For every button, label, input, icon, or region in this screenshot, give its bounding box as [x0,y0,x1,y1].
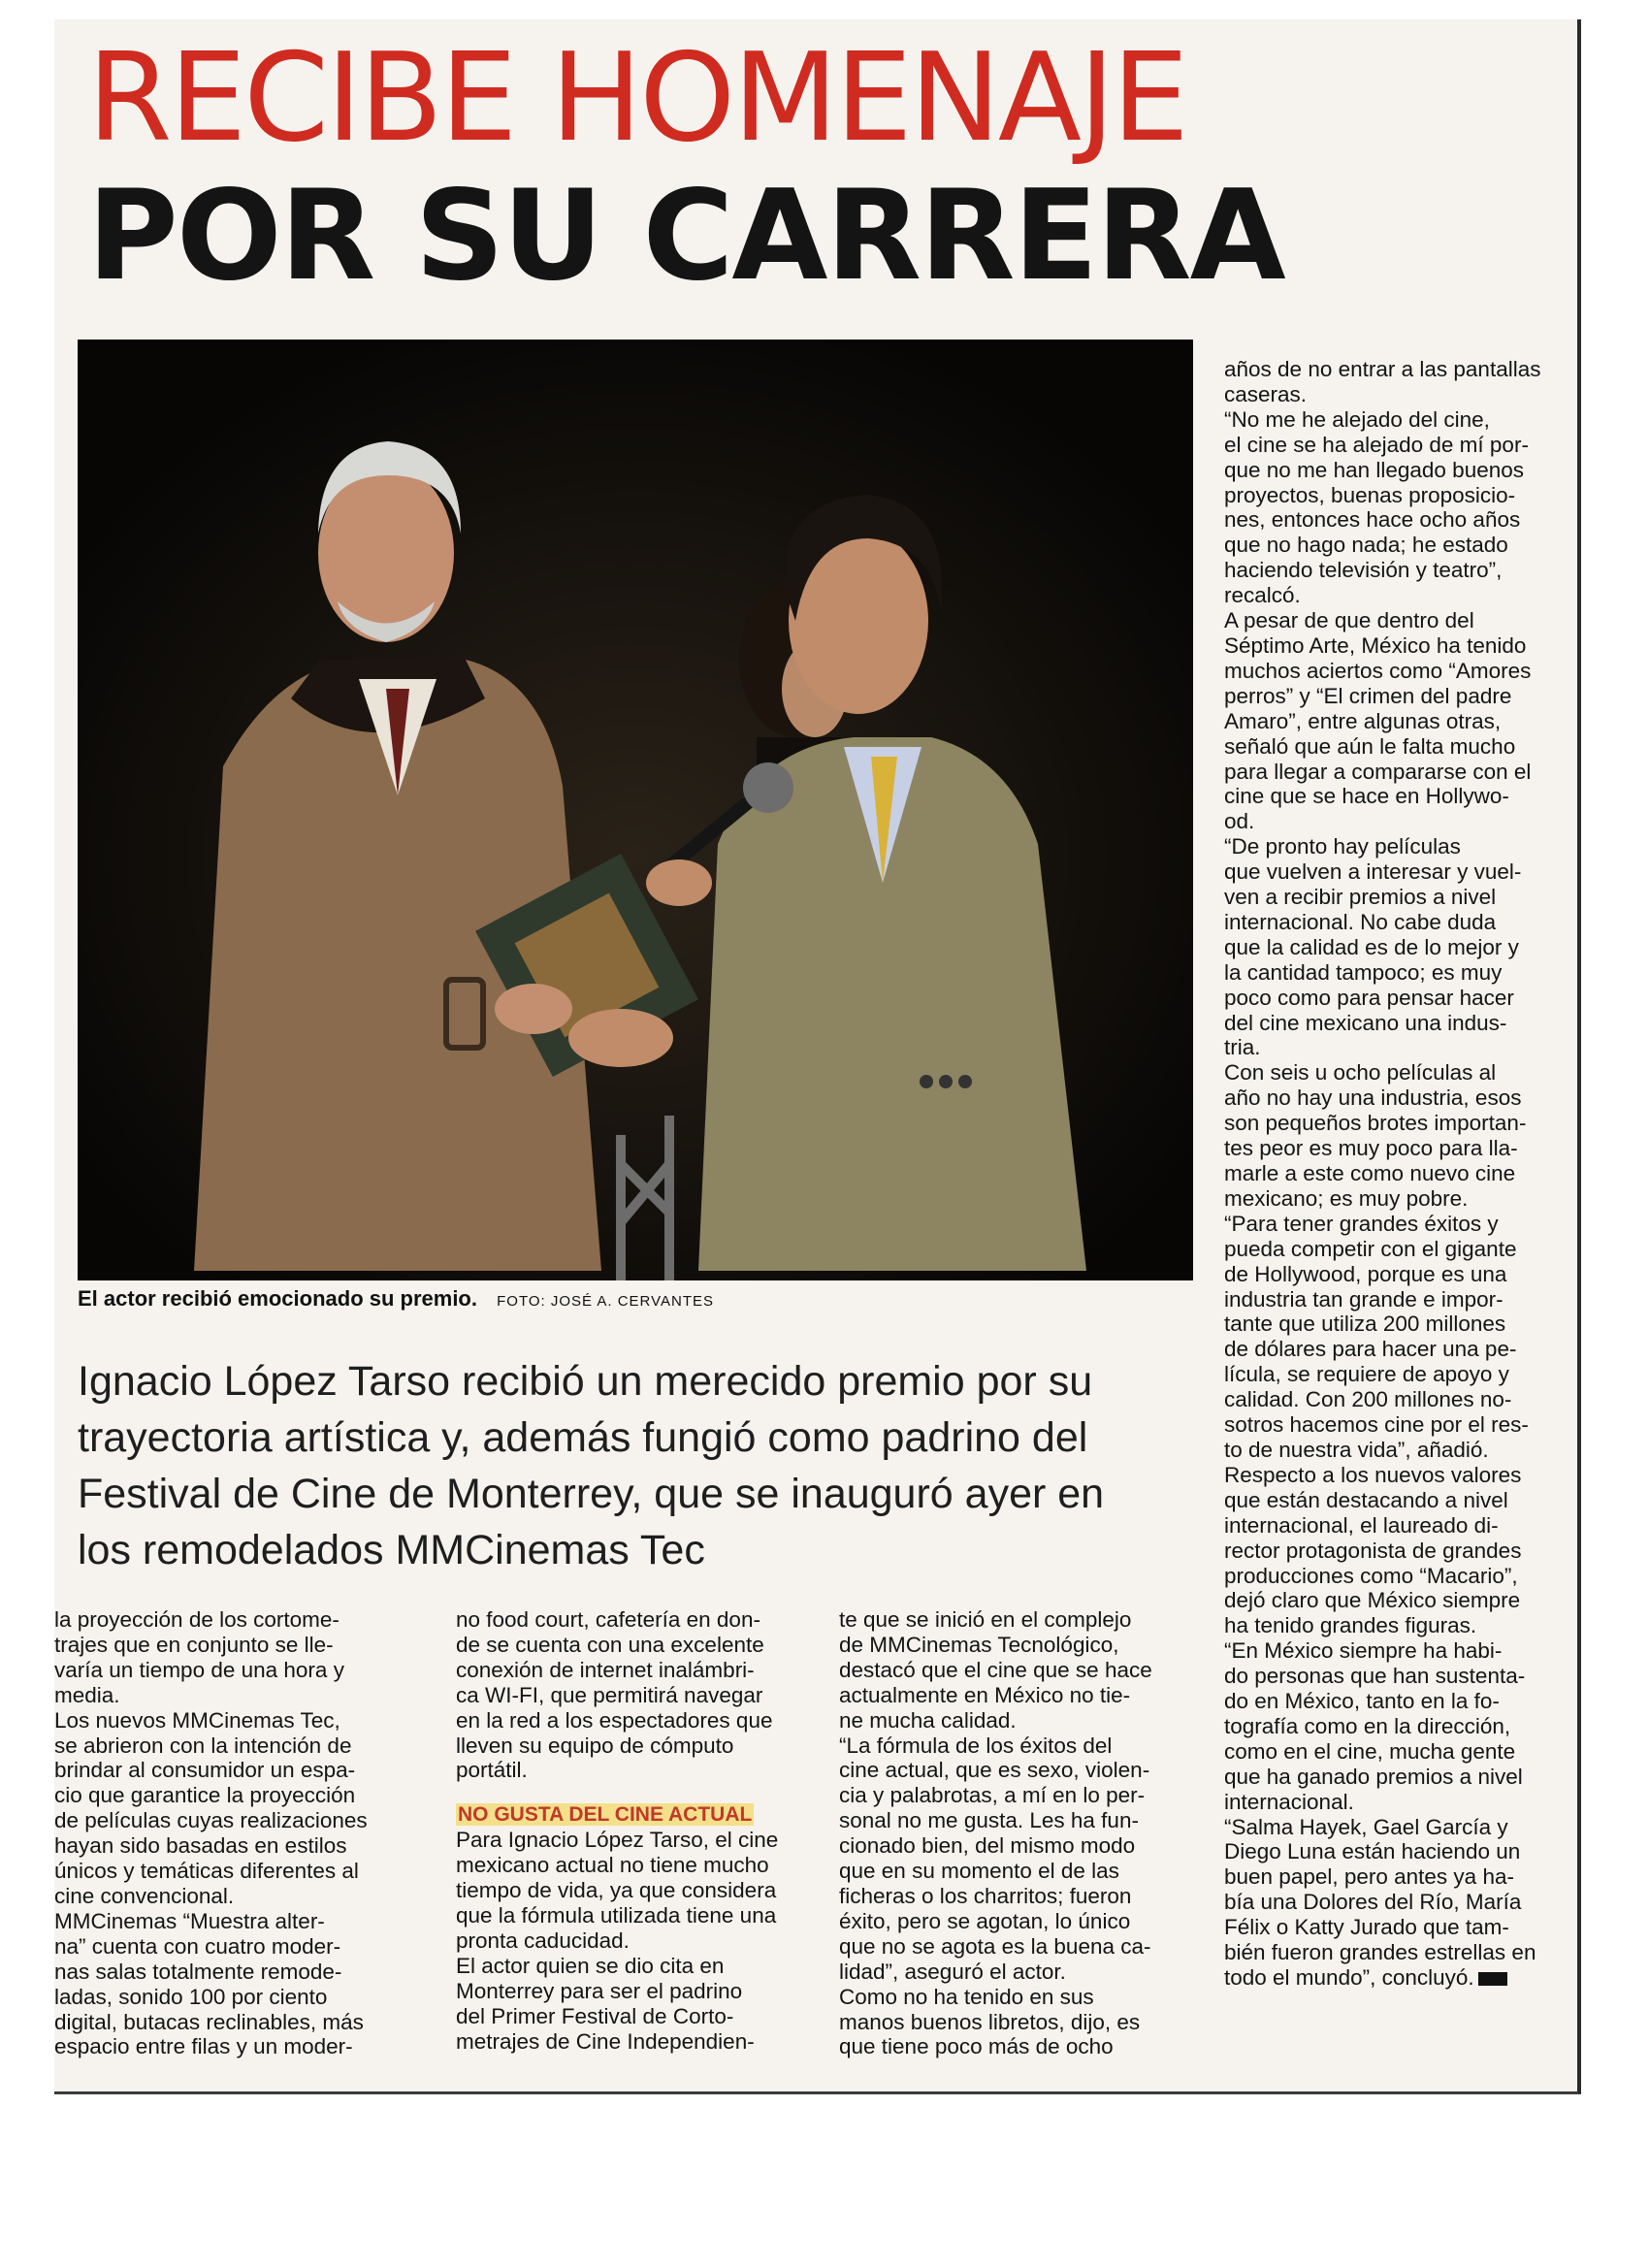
body-line: recalcó. [1224,583,1301,608]
subhead-text: NO GUSTA DEL CINE ACTUAL [458,1803,753,1827]
body-line: lícula, se requiere de apoyo y [1224,1362,1509,1387]
body-line: éxito, pero se agotan, lo único [839,1908,1131,1933]
body-line: marle a este como nuevo cine [1224,1161,1516,1185]
body-line: son pequeños brotes importan- [1224,1111,1527,1136]
body-line: El actor quien se dio cita en [456,1953,725,1978]
body-line: tes peor es muy poco para lla- [1224,1136,1518,1161]
caption-text: El actor recibió emocionado su premio. [78,1286,477,1311]
body-line: do en México, tanto en la fo- [1224,1689,1500,1714]
body-line: nes, entonces hace ocho años [1224,507,1521,533]
section-subhead [456,1802,815,1828]
end-mark [1478,1972,1507,1986]
body-line: la cantidad tampoco; es muy [1224,959,1503,985]
body-line: lidad”, aseguró el actor. [839,1959,1066,1984]
body-line: “De pronto hay películas [1224,834,1461,859]
body-line: bía una Dolores del Río, María [1224,1890,1522,1915]
body-line: que no hago nada; he estado [1224,533,1508,558]
body-line: caseras. [1224,381,1308,406]
body-line: muchos aciertos como “Amores [1224,658,1532,683]
body-line: Con seis u ocho películas al [1224,1060,1497,1085]
body-line: trajes que en conjunto se lle- [54,1632,334,1657]
body-line: proyectos, buenas proposicio- [1224,482,1516,507]
body-line: cia y palabrotas, a mí en lo per- [839,1783,1146,1808]
body-line: industria tan grande e impor- [1224,1286,1504,1312]
body-line: de se cuenta con una excelente [456,1632,764,1657]
headline-line-2: POR SU CARRERA [87,164,1284,308]
body-line: internacional. [1224,1789,1354,1814]
body-line: varía un tiempo de una hora y [54,1657,344,1682]
body-line: “Salma Hayek, Gael García y [1224,1814,1508,1839]
headline-line-1: RECIBE HOMENAJE [87,26,1186,169]
photo-credit: FOTO: JOSÉ A. CERVANTES [497,1293,714,1310]
body-line: sonal no me gusta. Les ha fun- [839,1808,1139,1833]
body-line: “Para tener grandes éxitos y [1224,1211,1499,1236]
body-line: Para Ignacio López Tarso, el cine [456,1828,779,1853]
body-line: haciendo televisión y teatro”, [1224,558,1503,583]
body-line: no food court, cafetería en don- [456,1607,760,1632]
body-line: “En México siempre ha habi- [1224,1638,1503,1664]
body-line: para llegar a compararse con el [1224,759,1532,784]
body-line: pronta caducidad. [456,1928,630,1953]
body-line: Félix o Katty Jurado que tam- [1224,1915,1509,1940]
body-line: Séptimo Arte, México ha tenido [1224,632,1527,658]
body-line: nas salas totalmente remode- [54,1959,342,1984]
body-line: ladas, sonido 100 por ciento [54,1984,328,2009]
body-line: cine convencional. [54,1883,235,1908]
body-line: producciones como “Macario”, [1224,1563,1518,1588]
body-line: año no hay una industria, esos [1224,1085,1522,1111]
body-column-1 [54,1607,421,2059]
body-line: to de nuestra vida”, añadió. [1224,1437,1489,1462]
body-line: ven a recibir premios a nivel [1224,885,1497,910]
body-line: na” cuenta con cuatro moder- [54,1933,341,1959]
body-line: A pesar de que dentro del [1224,608,1474,633]
photo-caption [78,1280,1193,1317]
body-line: tante que utiliza 200 millones [1224,1312,1506,1337]
photo-illustration [78,340,1193,1280]
body-line: del Primer Festival de Corto- [456,2003,734,2028]
body-column-3 [839,1607,1198,2059]
body-line: pueda competir con el gigante [1224,1236,1517,1261]
body-line: Amaro”, entre algunas otras, [1224,708,1502,733]
body-line: cionado bien, del mismo modo [839,1833,1136,1859]
body-line: ficheras o los charritos; fueron [839,1883,1132,1908]
body-line: mexicano; es muy pobre. [1224,1185,1469,1211]
body-line: brindar al consumidor un espa- [54,1758,356,1783]
body-column-2 [456,1607,815,2054]
body-line: sotros hacemos cine por el res- [1224,1412,1529,1438]
body-line: calidad. Con 200 millones no- [1224,1387,1512,1412]
body-line: de MMCinemas Tecnológico, [839,1632,1119,1657]
body-line: do personas que han sustenta- [1224,1664,1526,1689]
body-line: del cine mexicano una indus- [1224,1010,1507,1035]
body-line: señaló que aún le falta mucho [1224,733,1516,759]
body-line: internacional, el laureado di- [1224,1512,1499,1538]
body-line: ca WI-FI, que permitirá navegar [456,1682,763,1707]
body-line: como en el cine, mucha gente [1224,1738,1516,1764]
body-column-4 [1224,357,1578,1991]
body-line: hayan sido basadas en estilos [54,1833,347,1859]
body-line: todo el mundo”, concluyó. [1224,1965,1578,1991]
lead-line: los remodelados MMCinemas Tec [78,1527,705,1573]
body-line: bién fueron grandes estrellas en [1224,1940,1536,1965]
body-line: de Hollywood, porque es una [1224,1261,1507,1286]
body-line: únicos y temáticas diferentes al [54,1859,359,1884]
body-line: en la red a los espectadores que [456,1707,773,1733]
body-line: manos buenos libretos, dijo, es [839,2009,1141,2034]
body-line: se abrieron con la intención de [54,1733,352,1758]
lead-line: Ignacio López Tarso recibió un merecido premio por su [78,1358,1093,1405]
news-photo [78,340,1193,1280]
body-line: Como no ha tenido en sus [839,1984,1094,2009]
body-line: tiempo de vida, ya que considera [456,1878,777,1903]
body-line: portátil. [456,1758,528,1783]
body-line: digital, butacas reclinables, más [54,2009,364,2034]
body-line: “La fórmula de los éxitos del [839,1733,1113,1758]
body-line: que en su momento el de las [839,1859,1119,1884]
body-line: cine que se hace en Hollywo- [1224,784,1509,809]
body-line: “No me he alejado del cine, [1224,406,1490,432]
body-line: que ha ganado premios a nivel [1224,1764,1523,1789]
body-line: media. [54,1682,120,1707]
body-line: ne mucha calidad. [839,1707,1017,1733]
body-line: el cine se ha alejado de mí por- [1224,432,1529,457]
body-line: años de no entrar a las pantallas [1224,357,1541,381]
lead-paragraph [78,1353,1193,1578]
body-line: actualmente en México no tie- [839,1682,1131,1707]
body-line: que están destacando a nivel [1224,1487,1508,1512]
body-line: que tiene poco más de ocho [839,2034,1114,2059]
body-line: la proyección de los cortome- [54,1607,340,1632]
body-line: Respecto a los nuevos valores [1224,1462,1522,1487]
lead-line: Festival de Cine de Monterrey, que se inauguró ayer en [78,1471,1105,1517]
body-line: dejó claro que México siempre [1224,1588,1521,1613]
body-line: que no se agota es la buena ca- [839,1933,1151,1959]
body-line: que la calidad es de lo mejor y [1224,934,1519,959]
body-line: buen papel, pero antes ya ha- [1224,1864,1514,1890]
body-line: poco como para pensar hacer [1224,985,1514,1010]
body-line: cio que garantice la proyección [54,1783,356,1808]
body-line: tografía como en la dirección, [1224,1713,1511,1738]
body-line: lleven su equipo de cómputo [456,1733,734,1758]
body-line: conexión de internet inalámbri- [456,1657,755,1682]
body-line: que la fórmula utilizada tiene una [456,1902,777,1928]
body-line: ha tenido grandes figuras. [1224,1613,1477,1638]
body-line: metrajes de Cine Independien- [456,2028,755,2054]
body-line: MMCinemas “Muestra alter- [54,1908,325,1933]
lead-line: trayectoria artística y, además fungió como padrino del [78,1414,1088,1461]
body-line: internacional. No cabe duda [1224,909,1497,934]
body-line: Diego Luna están haciendo un [1224,1839,1521,1864]
body-line: de películas cuyas realizaciones [54,1808,368,1833]
body-line: te que se inició en el complejo [839,1607,1132,1632]
body-line: de dólares para hacer una pe- [1224,1337,1517,1362]
body-line: perros” y “El crimen del padre [1224,683,1512,708]
body-line: Monterrey para ser el padrino [456,1978,743,2003]
body-line: cine actual, que es sexo, violen- [839,1758,1150,1783]
body-line: que no me han llegado buenos [1224,457,1525,482]
body-line: od. [1224,809,1255,834]
body-line: mexicano actual no tiene mucho [456,1853,769,1878]
body-line: tria. [1224,1035,1261,1060]
body-line: espacio entre filas y un moder- [54,2034,353,2059]
body-line: destacó que el cine que se hace [839,1657,1152,1682]
body-line: Los nuevos MMCinemas Tec, [54,1707,340,1733]
body-line: que vuelven a interesar y vuel- [1224,859,1522,885]
body-line: rector protagonista de grandes [1224,1538,1522,1563]
